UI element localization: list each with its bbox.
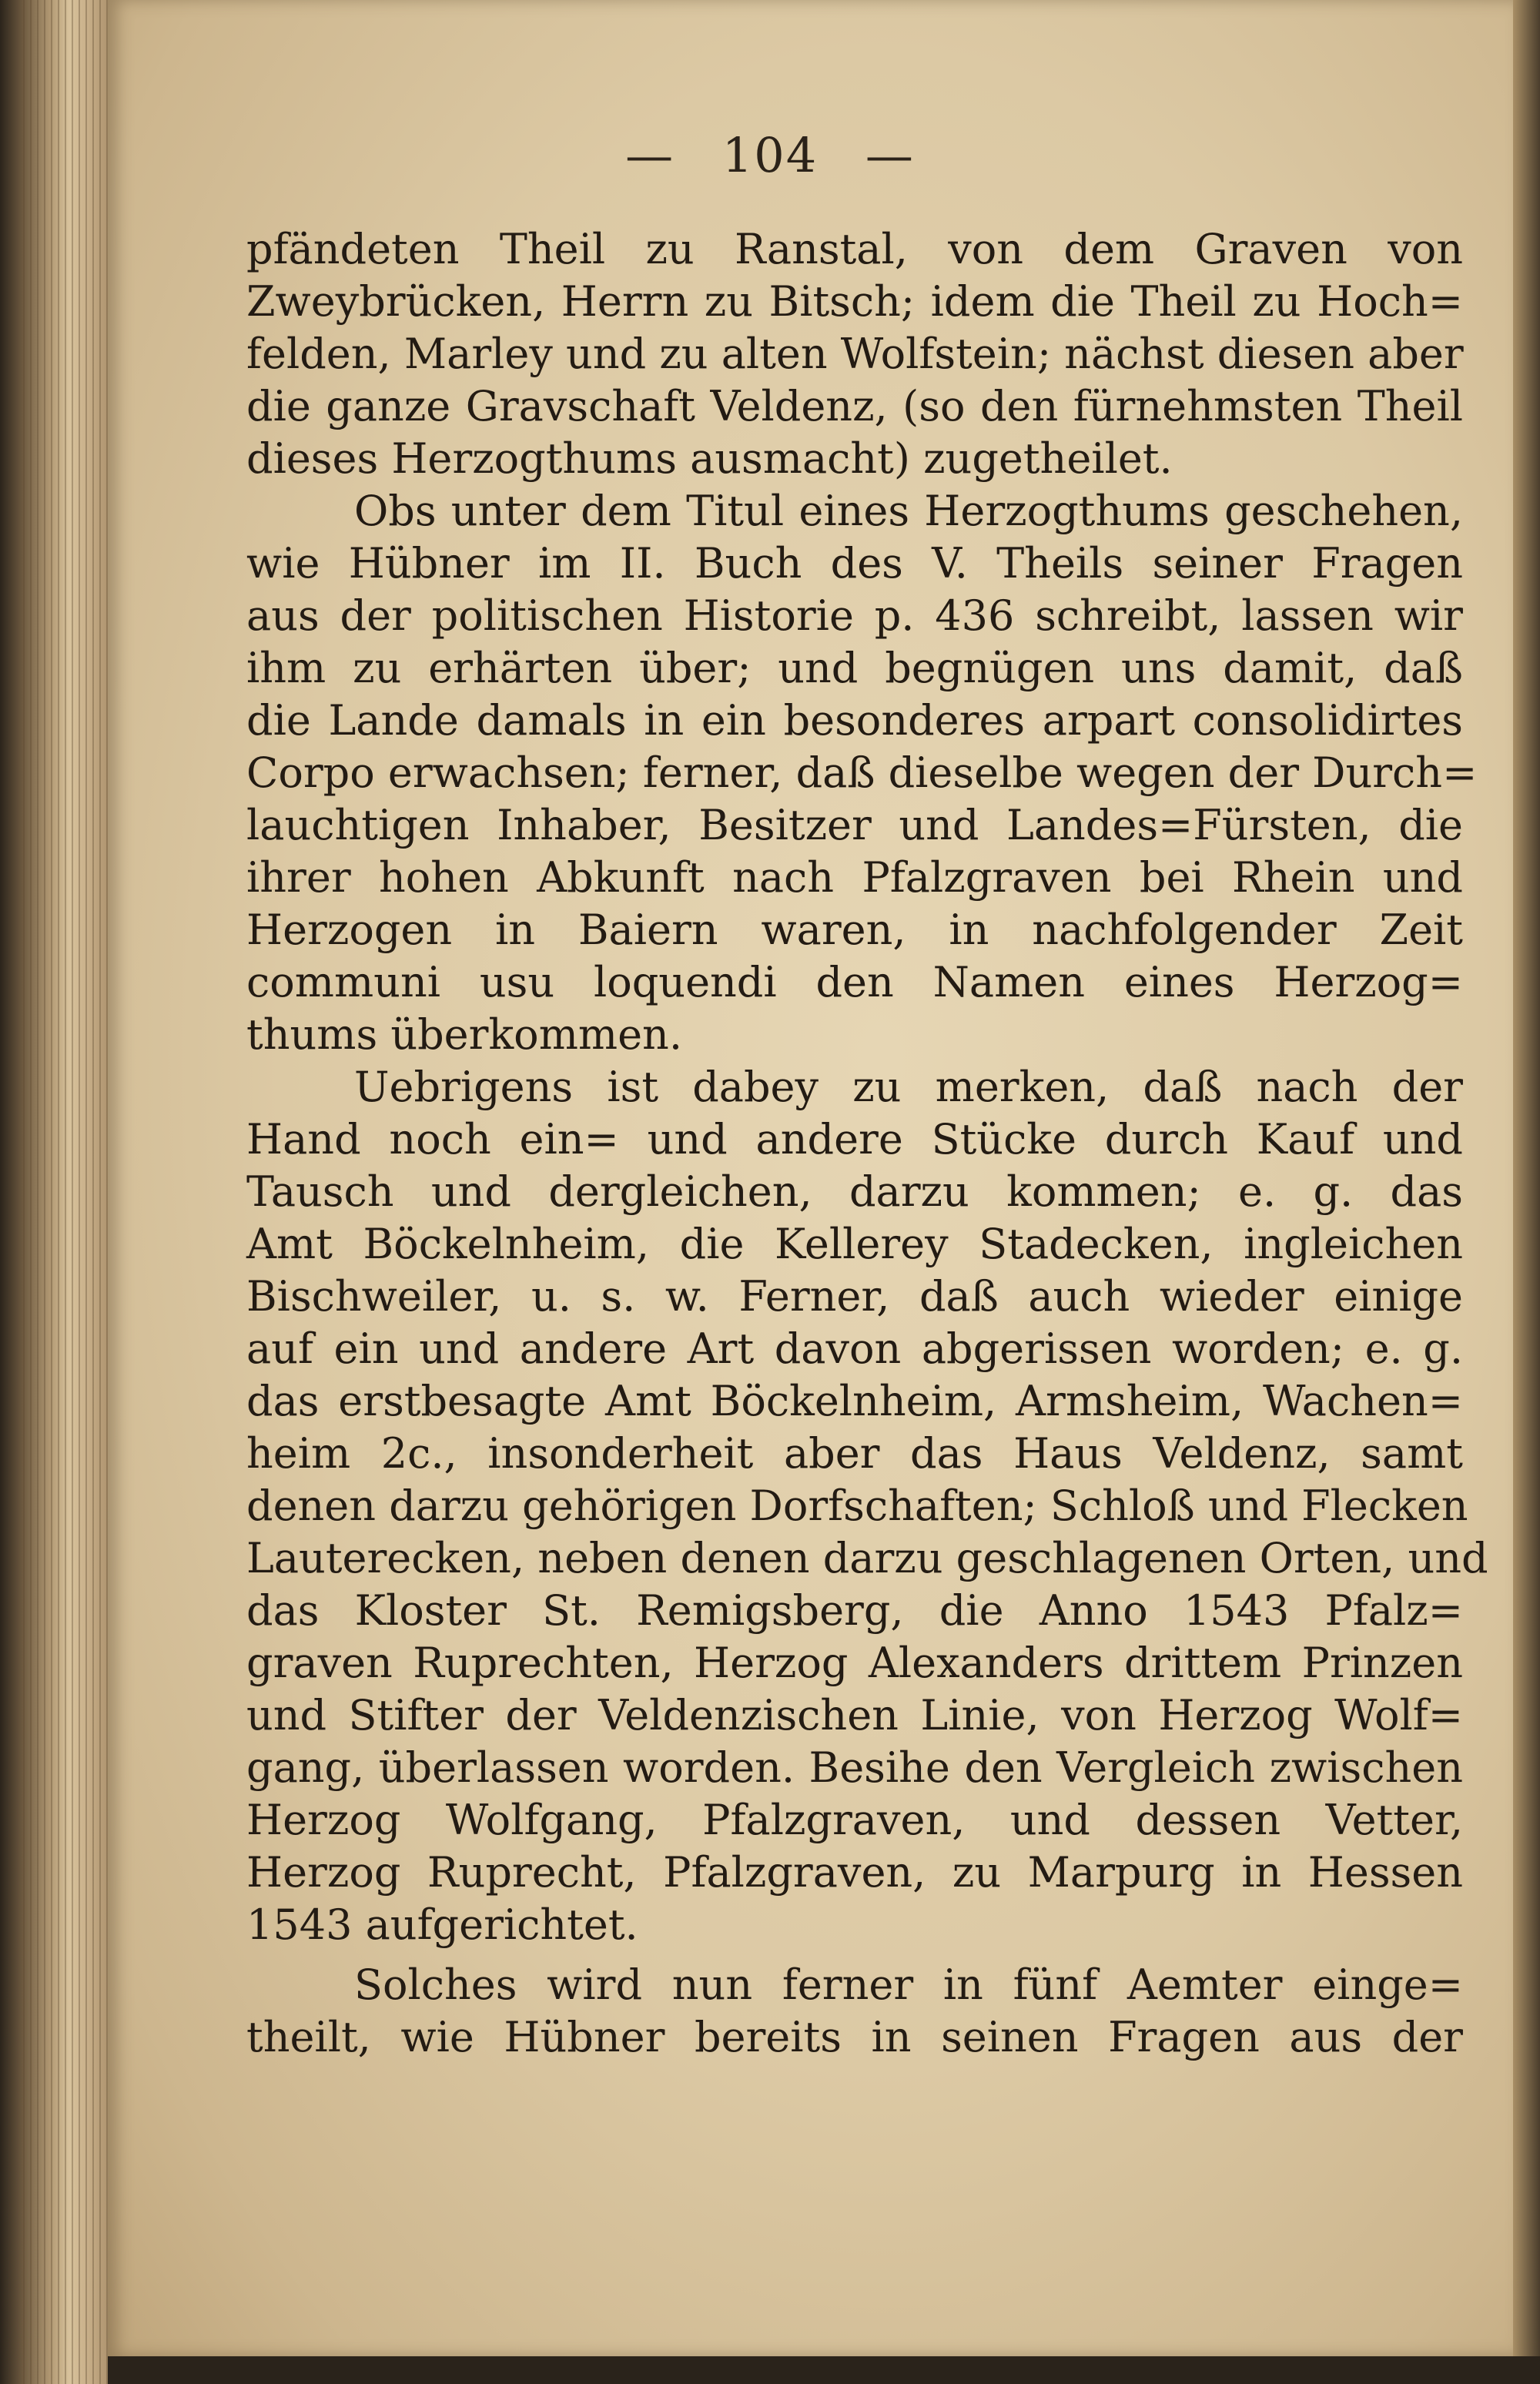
text-line: Herzog Wolfgang, Pfalzgraven, und dessen Vetter, bbox=[246, 1796, 1463, 1844]
text-line: die ganze Gravschaft Veldenz, (so den fürnehmsten Theil bbox=[246, 382, 1463, 430]
text-line: thums überkommen. bbox=[246, 1010, 682, 1059]
text-line: heim 2c., insonderheit aber das Haus Veldenz, samt bbox=[246, 1429, 1463, 1478]
text-line: Solches wird nun ferner in fünf Aemter einge= bbox=[354, 1960, 1463, 2009]
text-line: das Kloster St. Remigsberg, die Anno 1543 Pfalz= bbox=[246, 1586, 1463, 1635]
text-line: Tausch und dergleichen, darzu kommen; e. g. das bbox=[246, 1167, 1463, 1216]
text-line: communi usu loquendi den Namen eines Herzog= bbox=[246, 958, 1463, 1006]
text-line: das erstbesagte Amt Böckelnheim, Armsheim, Wachen= bbox=[246, 1377, 1463, 1425]
page-number-dash-right: — bbox=[865, 127, 915, 183]
text-line: wie Hübner im II. Buch des V. Theils seiner Fragen bbox=[246, 539, 1463, 588]
text-line: Corpo erwachsen; ferner, daß dieselbe wegen der Durch= bbox=[246, 748, 1478, 797]
text-line: Herzog Ruprecht, Pfalzgraven, zu Marpurg in Hessen bbox=[246, 1848, 1463, 1897]
text-line: lauchtigen Inhaber, Besitzer und Landes=Fürsten, die bbox=[246, 801, 1463, 849]
page-edge-lines bbox=[23, 0, 108, 2384]
text-line: Zweybrücken, Herrn zu Bitsch; idem die Theil zu Hoch= bbox=[246, 277, 1463, 326]
paragraph bbox=[246, 1959, 1463, 2064]
text-line: Bischweiler, u. s. w. Ferner, daß auch wieder einige bbox=[246, 1272, 1463, 1321]
text-line: dieses Herzogthums ausmacht) zugetheilet. bbox=[246, 434, 1173, 483]
text-line: ihm zu erhärten über; und begnügen uns damit, daß bbox=[246, 644, 1463, 692]
book-bottom-edge bbox=[108, 2356, 1540, 2384]
page-number-header bbox=[0, 127, 1540, 183]
text-line: Obs unter dem Titul eines Herzogthums geschehen, bbox=[354, 487, 1463, 535]
paragraph-gap bbox=[246, 1951, 1463, 1959]
text-line: aus der politischen Historie p. 436 schreibt, lassen wir bbox=[246, 591, 1463, 640]
text-line: denen darzu gehörigen Dorfschaften; Schloß und Flecken bbox=[246, 1482, 1468, 1530]
text-line: theilt, wie Hübner bereits in seinen Fragen aus der bbox=[246, 2013, 1463, 2061]
text-line: Lauterecken, neben denen darzu geschlagenen Orten, und bbox=[246, 1534, 1488, 1582]
page-number-dash-left: — bbox=[625, 127, 675, 183]
book-right-edge bbox=[1513, 0, 1540, 2384]
text-line: graven Ruprechten, Herzog Alexanders drittem Prinzen bbox=[246, 1639, 1463, 1687]
text-line: ihrer hohen Abkunft nach Pfalzgraven bei Rhein und bbox=[246, 853, 1463, 902]
text-line: pfändeten Theil zu Ranstal, von dem Graven von bbox=[246, 225, 1463, 273]
text-line: Uebrigens ist dabey zu merken, daß nach der bbox=[354, 1063, 1463, 1111]
text-line: Amt Böckelnheim, die Kellerey Stadecken, ingleichen bbox=[246, 1220, 1463, 1268]
paragraph bbox=[246, 485, 1478, 1061]
text-line: Herzogen in Baiern waren, in nachfolgender Zeit bbox=[246, 906, 1463, 954]
text-line: und Stifter der Veldenzischen Linie, von Herzog Wolf= bbox=[246, 1691, 1463, 1739]
text-line: felden, Marley und zu alten Wolfstein; nächst diesen aber bbox=[246, 330, 1464, 378]
text-line: Hand noch ein= und andere Stücke durch Kauf und bbox=[246, 1115, 1463, 1164]
body-text bbox=[246, 223, 1488, 2064]
text-line: 1543 aufgerichtet. bbox=[246, 1900, 638, 1949]
text-line: gang, überlassen worden. Besihe den Vergleich zwischen bbox=[246, 1743, 1463, 1792]
text-line: die Lande damals in ein besonderes arpart consolidirtes bbox=[246, 696, 1463, 745]
page-number: 104 bbox=[721, 127, 819, 183]
paragraph bbox=[246, 223, 1463, 485]
text-line: auf ein und andere Art davon abgerissen worden; e. g. bbox=[246, 1324, 1463, 1373]
paragraph bbox=[246, 1061, 1488, 1951]
